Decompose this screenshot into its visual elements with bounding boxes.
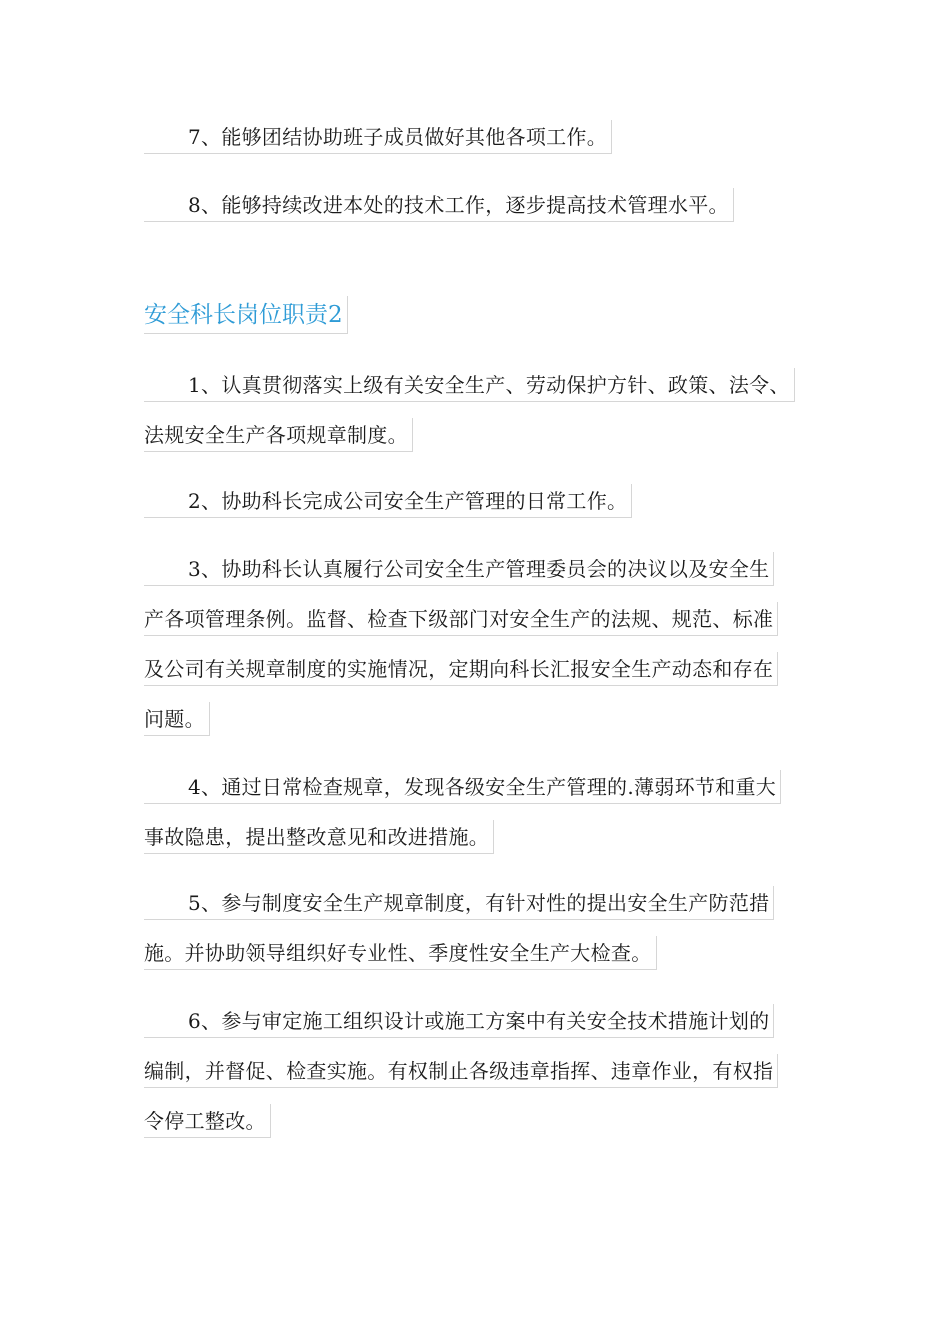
paragraph-line: 8、能够持续改进本处的技术工作，逐步提高技术管理水平。 xyxy=(144,188,734,222)
paragraph-line: 1、认真贯彻落实上级有关安全生产、劳动保护方针、政策、法令、 xyxy=(144,368,795,402)
paragraph-line: 5、参与制度安全生产规章制度，有针对性的提出安全生产防范措 xyxy=(144,886,774,920)
paragraph-line: 2、协助科长完成公司安全生产管理的日常工作。 xyxy=(144,484,632,518)
section-heading: 安全科长岗位职责2 xyxy=(144,296,348,334)
paragraph-line: 事故隐患，提出整改意见和改进措施。 xyxy=(144,820,494,854)
paragraph-line: 及公司有关规章制度的实施情况，定期向科长汇报安全生产动态和存在 xyxy=(144,652,778,686)
paragraph-line: 编制，并督促、检查实施。有权制止各级违章指挥、违章作业，有权指 xyxy=(144,1054,778,1088)
paragraph-line: 问题。 xyxy=(144,702,210,736)
paragraph-line: 6、参与审定施工组织设计或施工方案中有关安全技术措施计划的 xyxy=(144,1004,774,1038)
paragraph-line: 7、能够团结协助班子成员做好其他各项工作。 xyxy=(144,120,612,154)
paragraph-line: 3、协助科长认真履行公司安全生产管理委员会的决议以及安全生 xyxy=(144,552,774,586)
paragraph-line: 令停工整改。 xyxy=(144,1104,271,1138)
paragraph-line: 4、通过日常检查规章，发现各级安全生产管理的.薄弱环节和重大 xyxy=(144,770,781,804)
paragraph-line: 施。并协助领导组织好专业性、季度性安全生产大检查。 xyxy=(144,936,657,970)
paragraph-line: 法规安全生产各项规章制度。 xyxy=(144,418,413,452)
paragraph-line: 产各项管理条例。监督、检查下级部门对安全生产的法规、规范、标准 xyxy=(144,602,778,636)
